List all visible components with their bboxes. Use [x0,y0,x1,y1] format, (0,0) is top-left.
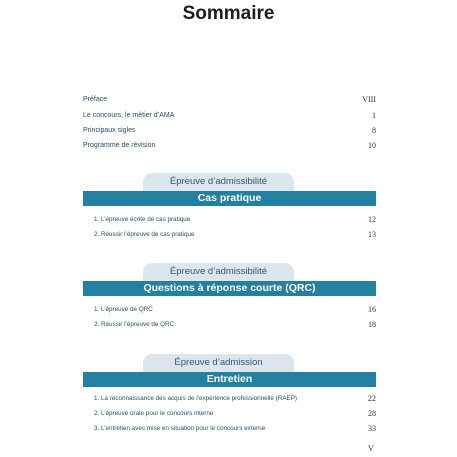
toc-entry-page: 33 [368,424,376,433]
toc-entry-label: Programme de révision [83,142,156,149]
toc-entry-page: 8 [372,126,376,135]
toc-entry[interactable] [94,425,376,437]
toc-entry-sigles[interactable] [83,127,376,139]
toc-entry[interactable] [94,306,376,318]
toc-entry-page: 16 [368,305,376,314]
toc-entry[interactable] [94,321,376,333]
toc-entry[interactable] [94,231,376,243]
toc-entry-page: 1 [372,111,376,120]
toc-entry-label: Préface [83,96,108,103]
toc-entry-page: 18 [368,320,376,329]
section-heading-cas-pratique: Cas pratique [83,191,376,206]
toc-entry-label: 1. La reconnaissance des acquis de l’expérience professionnelle (RAEP) [94,395,298,402]
toc-entry-page: 28 [368,409,376,418]
toc-entry-label: 2. Réussir l’épreuve de QRC [94,321,175,328]
toc-entry-page: 10 [368,141,376,150]
page-number: V [368,444,374,453]
toc-entry[interactable] [94,216,376,228]
toc-entry[interactable] [94,395,376,407]
toc-entry-label: 1. L’épreuve écrite de cas pratique [94,216,191,223]
page-title: Sommaire [182,3,275,24]
toc-entry[interactable] [94,410,376,422]
section-pill-admissibilite: Épreuve d’admissibilité [143,173,294,191]
toc-entry-page: 12 [368,215,376,224]
toc-entry-programme[interactable] [83,142,376,154]
toc-entry-label: 2. L’épreuve orale pour le concours interne [94,410,214,417]
section-heading-entretien: Entretien [83,372,376,387]
toc-entry-page: VIII [362,95,376,104]
toc-entry-label: Le concours, le métier d’AMA [83,112,175,119]
section-pill-admissibilite: Épreuve d’admissibilité [143,263,294,281]
toc-entry-label: Principaux sigles [83,127,136,134]
toc-entry-label: 3. L’entretien avec mise en situation pour le concours externe [94,425,266,432]
section-heading-qrc: Questions à réponse courte (QRC) [83,281,376,296]
toc-entry-page: 13 [368,230,376,239]
toc-entry-preface[interactable] [83,96,376,108]
toc-entry-concours[interactable] [83,112,376,124]
toc-entry-label: 1. L’épreuve de QRC [94,306,153,313]
toc-entry-page: 22 [368,394,376,403]
toc-entry-label: 2. Réussir l’épreuve de cas pratique [94,231,195,238]
section-pill-admission: Épreuve d’admission [143,354,294,372]
